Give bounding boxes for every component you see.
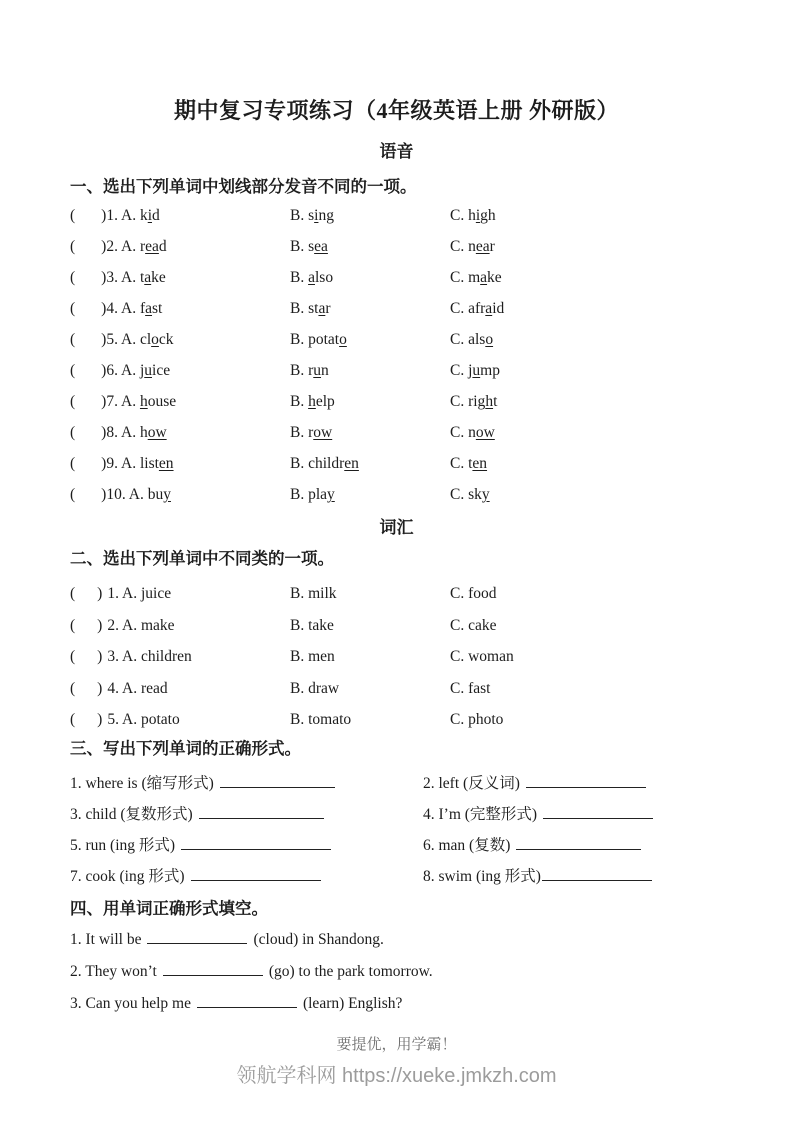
question-cell-a xyxy=(70,262,290,293)
word-text: ke xyxy=(487,269,502,286)
word-text: j xyxy=(139,362,145,379)
word-text: ke xyxy=(151,269,166,286)
answer-blank xyxy=(542,866,652,881)
option-letter: C. xyxy=(450,455,469,472)
question-cell-c xyxy=(450,610,723,642)
part3-instruction: 三、写出下列单词的正确形式。 xyxy=(70,738,301,758)
answer-bracket: ( ) xyxy=(70,648,103,665)
answer-blank xyxy=(220,773,335,788)
word-text: pla xyxy=(308,486,328,503)
question-cell-c xyxy=(450,578,723,610)
option-letter: C. xyxy=(450,238,469,255)
answer-bracket: ( ) xyxy=(70,585,103,602)
option-letter: A. xyxy=(121,424,140,441)
question-number: 5. xyxy=(106,331,121,348)
word-text: take xyxy=(308,616,334,634)
question-cell-b xyxy=(290,355,450,386)
word-text: rig xyxy=(468,393,486,410)
option-letter: B. xyxy=(290,616,309,634)
underlined-letters: o xyxy=(485,331,494,348)
question-cell-b xyxy=(290,641,450,673)
question-cell-b xyxy=(290,610,450,642)
answer-bracket: ( ) xyxy=(70,393,107,410)
answer-bracket: ( ) xyxy=(70,331,107,348)
question-row xyxy=(70,200,723,231)
part3-item-grid xyxy=(70,768,723,892)
word-text: t xyxy=(139,269,145,286)
underlined-letters: o xyxy=(339,331,347,348)
word-text: r xyxy=(325,300,331,317)
underlined-letters: ow xyxy=(313,424,333,441)
question-number: 10. xyxy=(106,486,129,503)
question-number: 1. xyxy=(106,207,121,224)
answer-blank xyxy=(199,804,324,819)
question-row xyxy=(70,578,723,610)
question-cell-a xyxy=(70,324,290,355)
underlined-letters: y xyxy=(327,486,335,503)
option-letter: C. xyxy=(450,269,469,286)
section-heading-phonetics: 语音 xyxy=(379,142,414,161)
sentence-post: (cloud) in Shandong. xyxy=(253,930,384,948)
question-cell-a xyxy=(70,578,290,610)
question-cell-c xyxy=(450,417,723,448)
word-text: tomato xyxy=(308,711,352,728)
question-cell-b xyxy=(290,479,450,510)
word-text: h xyxy=(139,424,148,441)
question-number: 5. xyxy=(107,711,122,728)
underlined-letters: h xyxy=(485,393,494,410)
option-letter: B. xyxy=(290,585,309,602)
question-cell-b xyxy=(290,293,450,324)
word-text: t xyxy=(493,393,498,410)
question-cell-b xyxy=(290,262,450,293)
word-text: m xyxy=(468,269,481,286)
option-letter: C. xyxy=(450,362,469,379)
word-form-item xyxy=(70,768,423,799)
option-letter: A. xyxy=(121,300,140,317)
word-form-item xyxy=(70,830,423,861)
word-text: d xyxy=(152,207,160,224)
underlined-letters: ow xyxy=(475,424,495,441)
answer-bracket: ( ) xyxy=(70,616,103,634)
question-cell-c xyxy=(450,479,723,510)
question-row xyxy=(70,293,723,324)
word-text: ck xyxy=(158,331,174,348)
part2-instruction: 二、选出下列单词中不同类的一项。 xyxy=(70,549,334,568)
word-text: ouse xyxy=(147,393,177,410)
word-text: woman xyxy=(468,648,514,665)
answer-blank xyxy=(191,866,321,881)
part2-question-list xyxy=(70,578,723,736)
option-letter: B. xyxy=(290,486,309,503)
question-cell-b xyxy=(290,417,450,448)
answer-bracket: ( ) xyxy=(70,207,107,224)
question-cell-a xyxy=(70,200,290,231)
option-letter: C. xyxy=(450,648,469,665)
question-cell-c xyxy=(450,262,723,293)
word-form-item xyxy=(70,799,423,830)
word-text: list xyxy=(139,455,159,472)
answer-blank xyxy=(516,835,641,850)
question-row xyxy=(70,355,723,386)
question-cell-a xyxy=(70,673,290,705)
question-number: 3. xyxy=(106,269,121,286)
sentence-pre: 2. They won’t xyxy=(70,962,157,980)
option-letter: C. xyxy=(450,331,469,348)
option-letter: B. xyxy=(290,331,309,348)
option-letter: A. xyxy=(122,711,141,728)
word-text: elp xyxy=(315,393,335,410)
word-form-item xyxy=(70,861,423,892)
question-row xyxy=(70,324,723,355)
option-letter: C. xyxy=(450,207,469,224)
word-text: children xyxy=(140,648,192,665)
fill-blank-sentence xyxy=(70,924,723,956)
fill-blank-sentence xyxy=(70,956,723,988)
answer-bracket: ( ) xyxy=(70,238,107,255)
word-text: bu xyxy=(147,486,164,503)
word-text: men xyxy=(308,648,335,665)
question-row xyxy=(70,448,723,479)
question-row xyxy=(70,417,723,448)
answer-bracket: ( ) xyxy=(70,269,107,286)
answer-bracket: ( ) xyxy=(70,424,107,441)
question-number: 3. xyxy=(107,648,122,665)
underlined-letters: h xyxy=(139,393,148,410)
question-cell-c xyxy=(450,200,723,231)
word-form-item xyxy=(423,799,723,830)
question-row xyxy=(70,610,723,642)
underlined-letters: a xyxy=(480,269,488,286)
answer-bracket: ( ) xyxy=(70,486,107,503)
underlined-letters: u xyxy=(472,362,481,379)
sentence-pre: 3. Can you help me xyxy=(70,994,191,1012)
option-letter: B. xyxy=(290,455,309,472)
word-text: make xyxy=(140,616,175,634)
word-text: potato xyxy=(140,711,180,728)
word-text: k xyxy=(139,207,148,224)
underlined-letters: i xyxy=(147,207,153,224)
answer-blank xyxy=(526,773,646,788)
item-label: 4. I’m (完整形式) xyxy=(423,805,538,823)
underlined-letters: i xyxy=(475,207,481,224)
word-text: food xyxy=(468,585,497,602)
question-cell-c xyxy=(450,293,723,324)
question-cell-c xyxy=(450,704,723,736)
answer-bracket: ( ) xyxy=(70,300,107,317)
option-letter: A. xyxy=(121,269,140,286)
answer-bracket: ( ) xyxy=(70,455,107,472)
option-letter: A. xyxy=(121,207,140,224)
sentence-post: (go) to the park tomorrow. xyxy=(268,962,433,980)
underlined-letters: ea xyxy=(475,238,490,255)
question-cell-b xyxy=(290,386,450,417)
question-cell-b xyxy=(290,673,450,705)
question-number: 4. xyxy=(106,300,121,317)
item-label: 7. cook (ing 形式) xyxy=(70,867,185,885)
option-letter: A. xyxy=(122,616,141,634)
option-letter: C. xyxy=(450,616,469,634)
question-cell-a xyxy=(70,231,290,262)
question-cell-a xyxy=(70,448,290,479)
word-text: d xyxy=(158,238,167,255)
question-row xyxy=(70,673,723,705)
word-text: fast xyxy=(468,679,491,697)
question-cell-a xyxy=(70,417,290,448)
item-label: 1. where is (缩写形式) xyxy=(70,774,214,792)
word-text: photo xyxy=(468,711,504,728)
underlined-letters: en xyxy=(344,455,359,472)
fill-blank-sentence xyxy=(70,988,723,1020)
underlined-letters: en xyxy=(472,455,488,472)
question-number: 6. xyxy=(106,362,121,379)
question-row xyxy=(70,262,723,293)
question-cell-b xyxy=(290,704,450,736)
option-letter: C. xyxy=(450,585,469,602)
underlined-letters: y xyxy=(163,486,171,503)
option-letter: C. xyxy=(450,300,469,317)
question-cell-a xyxy=(70,386,290,417)
underlined-letters: en xyxy=(158,455,174,472)
question-cell-a xyxy=(70,704,290,736)
item-label: 6. man (复数) xyxy=(423,836,511,854)
page-title: 期中复习专项练习（4年级英语上册 外研版） xyxy=(173,98,619,123)
question-cell-b xyxy=(290,200,450,231)
question-cell-c xyxy=(450,355,723,386)
underlined-letters: a xyxy=(318,300,326,317)
question-cell-c xyxy=(450,641,723,673)
question-row xyxy=(70,641,723,673)
question-cell-a xyxy=(70,355,290,386)
answer-blank xyxy=(147,929,247,944)
word-text: ng xyxy=(318,207,334,224)
footer-slogan: 要提优，用学霸！ xyxy=(336,1037,457,1053)
word-text: t xyxy=(468,455,473,472)
answer-bracket: ( ) xyxy=(70,711,103,728)
question-number: 7. xyxy=(106,393,121,410)
underlined-letters: ea xyxy=(145,238,159,255)
underlined-letters: a xyxy=(145,300,153,317)
question-number: 1. xyxy=(107,585,122,602)
part1-question-list xyxy=(70,200,723,510)
option-letter: C. xyxy=(450,424,469,441)
option-letter: B. xyxy=(290,269,309,286)
option-letter: A. xyxy=(122,679,141,697)
answer-bracket: ( ) xyxy=(70,362,107,379)
option-letter: B. xyxy=(290,238,309,255)
word-text: r xyxy=(139,238,146,255)
word-text: r xyxy=(308,362,314,379)
word-text: f xyxy=(139,300,146,317)
underlined-letters: a xyxy=(144,269,152,286)
option-letter: A. xyxy=(128,486,148,503)
option-letter: B. xyxy=(290,424,309,441)
word-text: h xyxy=(468,207,476,224)
item-label: 3. child (复数形式) xyxy=(70,805,193,823)
word-text: id xyxy=(492,300,505,317)
word-text: st xyxy=(308,300,319,317)
word-text: s xyxy=(308,207,315,224)
question-cell-b xyxy=(290,324,450,355)
word-form-item xyxy=(423,830,723,861)
part1-instruction: 一、选出下列单词中划线部分发音不同的一项。 xyxy=(70,177,417,196)
question-row xyxy=(70,704,723,736)
word-text: j xyxy=(468,362,473,379)
question-cell-c xyxy=(450,386,723,417)
underlined-letters: u xyxy=(313,362,322,379)
question-number: 8. xyxy=(106,424,121,441)
underlined-letters: a xyxy=(308,269,315,286)
item-label: 5. run (ing 形式) xyxy=(70,836,176,854)
word-text: n xyxy=(468,238,476,255)
question-cell-a xyxy=(70,641,290,673)
underlined-letters: u xyxy=(144,362,153,379)
word-text: sk xyxy=(468,486,482,503)
option-letter: A. xyxy=(121,331,140,348)
answer-blank xyxy=(163,961,263,976)
word-text: read xyxy=(140,679,168,697)
question-cell-b xyxy=(290,231,450,262)
underlined-letters: ow xyxy=(147,424,167,441)
word-form-item xyxy=(423,861,723,892)
item-label: 8. swim (ing 形式) xyxy=(423,867,541,885)
question-row xyxy=(70,479,723,510)
question-cell-c xyxy=(450,324,723,355)
question-cell-c xyxy=(450,673,723,705)
word-text: cake xyxy=(468,616,497,634)
option-letter: B. xyxy=(290,300,309,317)
question-cell-c xyxy=(450,448,723,479)
word-text: childr xyxy=(308,455,345,472)
option-letter: C. xyxy=(450,679,469,697)
answer-blank xyxy=(181,835,331,850)
question-cell-b xyxy=(290,578,450,610)
option-letter: B. xyxy=(290,207,309,224)
question-cell-a xyxy=(70,479,290,510)
underlined-letters: h xyxy=(308,393,316,410)
word-text: milk xyxy=(308,585,337,602)
option-letter: B. xyxy=(290,648,309,665)
option-letter: B. xyxy=(290,362,309,379)
word-text: gh xyxy=(480,207,496,224)
question-cell-a xyxy=(70,293,290,324)
word-text: juice xyxy=(140,585,172,602)
answer-blank xyxy=(197,993,297,1008)
option-letter: A. xyxy=(121,238,140,255)
word-text: als xyxy=(468,331,486,348)
question-cell-b xyxy=(290,448,450,479)
option-letter: A. xyxy=(121,393,140,410)
sentence-post: (learn) English? xyxy=(302,994,403,1012)
underlined-letters: o xyxy=(151,331,159,348)
item-label: 2. left (反义词) xyxy=(423,774,520,792)
option-letter: B. xyxy=(290,711,309,728)
word-text: cl xyxy=(139,331,152,348)
option-letter: A. xyxy=(122,585,141,602)
question-row xyxy=(70,231,723,262)
option-letter: A. xyxy=(121,455,140,472)
word-text: afr xyxy=(468,300,486,317)
underlined-letters: a xyxy=(485,300,493,317)
question-number: 9. xyxy=(106,455,121,472)
option-letter: C. xyxy=(450,393,469,410)
footer-site-watermark: 领航学科网 https://xueke.jmkzh.com xyxy=(236,1065,557,1087)
question-number: 4. xyxy=(107,679,122,697)
word-text: potat xyxy=(308,331,340,348)
word-text: s xyxy=(308,238,315,255)
word-text: n xyxy=(321,362,329,379)
option-letter: A. xyxy=(122,648,141,665)
word-text: r xyxy=(489,238,495,255)
option-letter: C. xyxy=(450,711,469,728)
underlined-letters: ea xyxy=(314,238,328,255)
word-text: st xyxy=(152,300,163,317)
question-cell-a xyxy=(70,610,290,642)
word-form-item xyxy=(423,768,723,799)
section-heading-vocabulary: 词汇 xyxy=(379,518,414,537)
question-row xyxy=(70,386,723,417)
option-letter: A. xyxy=(121,362,140,379)
word-text: r xyxy=(308,424,314,441)
option-letter: C. xyxy=(450,486,469,503)
word-text: n xyxy=(468,424,476,441)
part4-instruction: 四、用单词正确形式填空。 xyxy=(70,898,268,918)
question-number: 2. xyxy=(107,616,122,634)
word-text: mp xyxy=(480,362,500,379)
page-footer xyxy=(0,1034,793,1089)
word-text: ice xyxy=(152,362,171,379)
question-cell-c xyxy=(450,231,723,262)
underlined-letters: i xyxy=(314,207,319,224)
question-number: 2. xyxy=(106,238,121,255)
word-text: lso xyxy=(314,269,334,286)
answer-blank xyxy=(543,804,653,819)
part4-sentence-list xyxy=(70,924,723,1020)
answer-bracket: ( ) xyxy=(70,679,103,697)
option-letter: B. xyxy=(290,679,309,697)
underlined-letters: y xyxy=(481,486,490,503)
option-letter: B. xyxy=(290,393,309,410)
sentence-pre: 1. It will be xyxy=(70,930,142,948)
word-text: draw xyxy=(308,679,340,697)
